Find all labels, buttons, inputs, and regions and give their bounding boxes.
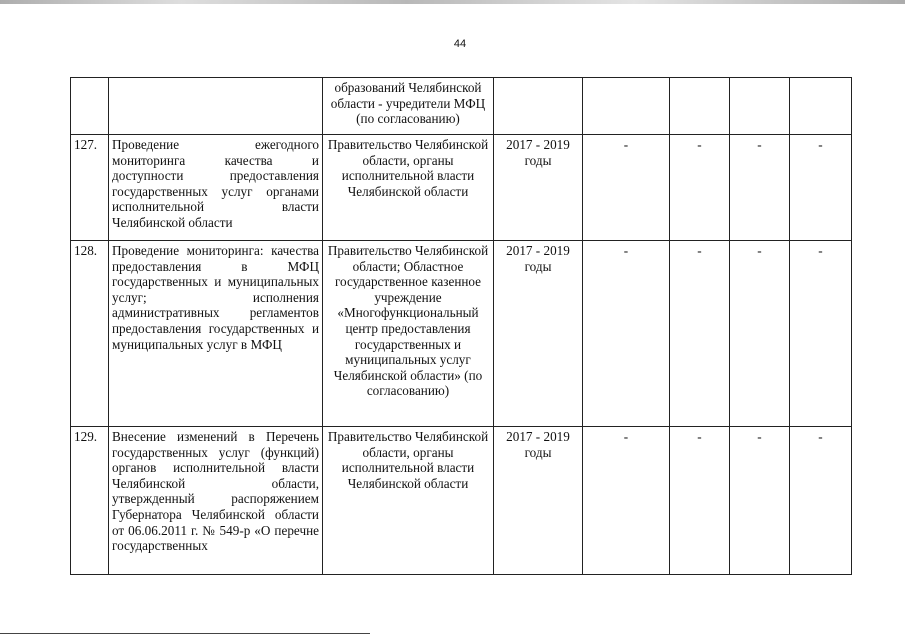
scan-top-edge [0, 0, 905, 4]
funding-cell: - [583, 241, 670, 427]
table-row-continuation [71, 78, 852, 135]
executor-cell: Правительство Челябинской области; Областное государственное казенное учреждение «Многофункциональный центр предоставления государственных и муниципальных услуг Челябинской области» (по согласованию) [323, 241, 494, 427]
funding-cell: - [670, 135, 730, 241]
executor-cell: образований Челябинской области - учредители МФЦ (по согласованию) [323, 78, 494, 135]
funding-cell: - [670, 241, 730, 427]
page-number: 44 [453, 38, 467, 50]
funding-cell: - [583, 135, 670, 241]
funding-cell [730, 78, 790, 135]
funding-cell: - [670, 427, 730, 575]
funding-cell: - [730, 135, 790, 241]
row-number-cell: 129. [71, 427, 109, 575]
row-number-cell [71, 78, 109, 135]
funding-cell: - [790, 241, 852, 427]
funding-cell [583, 78, 670, 135]
funding-cell: - [790, 135, 852, 241]
table-row [71, 241, 852, 427]
executor-cell: Правительство Челябинской области, органы исполнительной власти Челябинской области [323, 135, 494, 241]
row-number-cell: 128. [71, 241, 109, 427]
measure-cell: Внесение изменений в Перечень государственных услуг (функций) органов исполнительной власти Челябинской области, утвержденный распоряжением Губернатора Челябинской области от 06.06.2011 г. № 549-р «О перечне государственных [109, 427, 323, 575]
funding-cell: - [730, 241, 790, 427]
measure-cell: Проведение мониторинга: качества предоставления в МФЦ государственных и муниципальных услуг; исполнения административных регламентов предоставления государственных и муниципальных услуг в МФЦ [109, 241, 323, 427]
measure-cell: Проведение ежегодного мониторинга качества и доступности предоставления государственных услуг органами исполнительной власти Челябинской области [109, 135, 323, 241]
period-cell: 2017 - 2019 годы [494, 241, 583, 427]
funding-cell: - [730, 427, 790, 575]
measure-cell [109, 78, 323, 135]
measures-table [70, 77, 852, 575]
period-cell: 2017 - 2019 годы [494, 427, 583, 575]
table-row [71, 135, 852, 241]
funding-cell: - [583, 427, 670, 575]
executor-cell: Правительство Челябинской области, органы исполнительной власти Челябинской области [323, 427, 494, 575]
funding-cell: - [790, 427, 852, 575]
table-row [71, 427, 852, 575]
period-cell: 2017 - 2019 годы [494, 135, 583, 241]
period-cell [494, 78, 583, 135]
scan-bottom-edge [0, 633, 370, 634]
funding-cell [790, 78, 852, 135]
row-number-cell: 127. [71, 135, 109, 241]
funding-cell [670, 78, 730, 135]
